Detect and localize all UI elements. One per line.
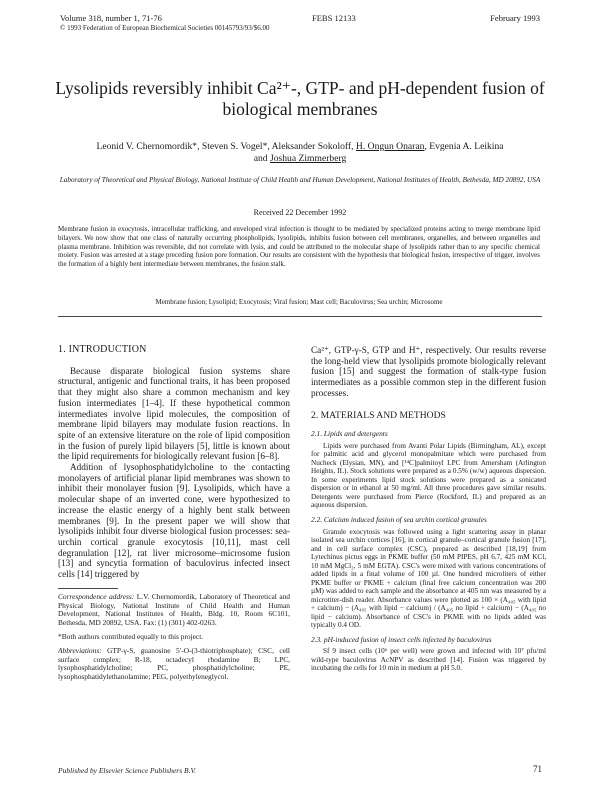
intro-paragraph-2: Addition of lysophosphatidylcholine to the contacting monolayers of artificial planar lipid membranes was shown to inhibit their monolayer fusion [9]. Lysolipids, which have a molecular shape of an inverted cone, were hypothesized to increase the elastic energy of a highly bent stalk between membranes [9]. In the present paper we will show that lysolipids inhibit four diverse biological fusion processes: sea-urchin cortical granule exocytosis [10,11], mast cell degranulation [12], rat liver microsome–microsome fusion [13] and syncytia formation of baculovirus infected insect cells [14] triggered by — [58, 462, 290, 580]
page-number: 71 — [533, 764, 542, 774]
journal-volume: Volume 318, number 1, 71-76 — [60, 13, 162, 23]
equal-contribution-footnote: *Both authors contributed equally to this project. — [58, 631, 204, 641]
correspondence-text: L.V. Chernomordik, Laboratory of Theoretical and Physical Biology, National Institute of Child Health and Human Development, National Institutes of Health, Bldg. 10, Room 6C101, Bethesda, MD 20892, USA. Fax: (1) (301) 402-0263. — [58, 591, 290, 628]
paper-title: Lysolipids reversibly inhibit Ca²⁺-, GTP- and pH-dependent fusion of biological membranes — [55, 78, 545, 119]
author-text: , Evgenia A. Leikina — [424, 141, 504, 152]
author-list — [40, 141, 560, 165]
received-date: Received 22 December 1992 — [253, 208, 347, 217]
intro-paragraph-1: Because disparate biological fusion systems share structural, antigenic and functional traits, it has been proposed that they might also share a common mechanism and key fusion intermediates [1–4]. If these hypothetical common intermediates involve lipid molecules, the composition of membrane lipid bilayers may modulate fusion reactions. In spite of an extensive literature on the role of lipid composition in the fusion of purely lipid bilayers [5], little is known about the lipid requirements for biologically relevant fusion [6–8]. — [58, 365, 290, 462]
author-text: Leonid V. Chernomordik*, Steven S. Vogel*, Aleksander Sokoloff, — [96, 141, 356, 152]
publisher-line: Published by Elsevier Science Publishers B.V. — [58, 766, 196, 775]
author-link-onaran[interactable]: H. Ongun Onaran — [355, 141, 425, 152]
right-column — [311, 345, 546, 673]
correspondence-label: Correspondence address: — [58, 591, 135, 601]
intro-continuation: Ca²⁺, GTP-γ-S, GTP and H⁺, respectively. Our results reverse the long-held view that lysolipids promote biologically relevant fusion [15] and suggest the formation of stalk-type fusion intermediates as a possible common step in the different fusion processes. — [311, 345, 546, 398]
copyright-line: © 1993 Federation of European Biochemical Societies 00145793/93/$6.00 — [60, 24, 270, 32]
abbreviations-text: GTP-γ-S, guanosine 5′-O-(3-thiotriphosphate); CSC, cell surface complex; R-18, octadecyl rhodamine B; LPC, lysophosphatidylcholine; PC, phosphatidylcholine; PE, lysophosphatidylethanolamine; PEG, polyethyleneglycol. — [58, 645, 290, 682]
section-2-1-title: 2.1. Lipids and detergents — [311, 429, 388, 439]
author-text: and — [253, 153, 270, 164]
left-column — [58, 345, 290, 682]
intro-heading: 1. INTRODUCTION — [58, 344, 147, 355]
section-2-2-text: Granule exocytosis was followed using a light scattering assay in planar isolated sea urchin cortices [16], in cortical granule–cortical granule fusion [17], and in cell surface complex (CSC), prepared as described [18,19] from Lytechinus pictus eggs in PKME buffer (50 mM PIPES, pH 6.7, 425 mM KCl, 10 mM MgCl₂, 5 mM EGTA). CSC's were mixed with various concentrations of added lipids in a final volume of 100 µl. One hundred microliters of either PKME buffer or PKME + calcium (final free calcium concentration was 200 µM) was added to each sample and the absorbance at 405 nm was measured by a microtiter-dish reader. Absorbance values were plotted as 100 × (A₄₀₅ with lipid + calcium) − (A₄₀₅ with lipid − calcium) / (A₄₀₅ no lipid + calcium) − (A₄₀₅ no lipid − calcium). Absorbance of CSC's in PKME with no lipids added was typically 0.4 OD. — [311, 527, 546, 630]
abbreviations-footnote — [58, 647, 290, 682]
methods-heading: 2. MATERIALS AND METHODS — [311, 409, 446, 421]
author-link-zimmerberg[interactable]: Joshua Zimmerberg — [269, 153, 347, 164]
divider-rule — [58, 316, 542, 317]
affiliation: Laboratory of Theoretical and Physical Biology, National Institute of Child Health and Human Development, National Institutes of Health, Bethesda, MD 20892, USA — [59, 176, 541, 184]
section-2-3-text: Sf 9 insect cells (10⁶ per well) were grown and infected with 10⁷ pfu/ml wild-type baculovirus AcNPV as described [14]. Fusion was triggered by incubating the cells for 10 min in medium at pH 5.0. — [311, 647, 546, 673]
section-2-3-title: 2.3. pH-induced fusion of insect cells infected by baculovirus — [311, 634, 492, 644]
footnote-rule — [58, 588, 118, 589]
abstract: Membrane fusion in exocytosis, intracellular trafficking, and enveloped viral infection is thought to be mediated by specialized proteins acting to merge membrane lipid bilayers. We now show that one class of naturally occurring phospholipids, lysolipids, inhibits fusion between cell membranes, organelles, and between organelles and plasma membrane. Inhibition was reversible, did not correlate with lysis, and could be attributed to the molecular shape of lysolipids rather than to any specific chemical moiety. Fusion was arrested at a stage preceding fusion pore formation. Our results are consistent with the hypothesis that biological fusion, irrespective of trigger, involves the formation of a highly bent intermediate between membranes, the fusion stalk. — [58, 225, 540, 269]
section-2-1-text: Lipids were purchased from Avanti Polar Lipids (Birmingham, AL), except for palmitic acid and glycerol monopalmitate which were purchased from Nucheck (Elysian, MN), and [¹⁴C]palmitoyl LPC from Amersham (Arlington Heights, IL). Stock solutions were prepared as a 0.5% (w/w) aqueous dispersion. In some experiments lipid stock solutions were prepared as a sonicated dispersion or in ethanol at 50 mg/ml. All three procedures gave similar results. Detergents were purchased from Pierce (Rockford, IL) and prepared as an aqueous dispersion. — [311, 441, 546, 510]
section-2-2-title: 2.2. Calcium induced fusion of sea urchin cortical granules — [311, 514, 487, 524]
abbreviations-label: Abbreviations: — [58, 645, 102, 655]
publication-date: February 1993 — [490, 13, 540, 23]
febs-code: FEBS 12133 — [312, 13, 356, 23]
correspondence-footnote — [58, 593, 290, 628]
keywords: Membrane fusion; Lysolipid; Exocytosis; Viral fusion; Mast cell; Baculovirus; Sea urchin; Microsome — [155, 298, 443, 306]
